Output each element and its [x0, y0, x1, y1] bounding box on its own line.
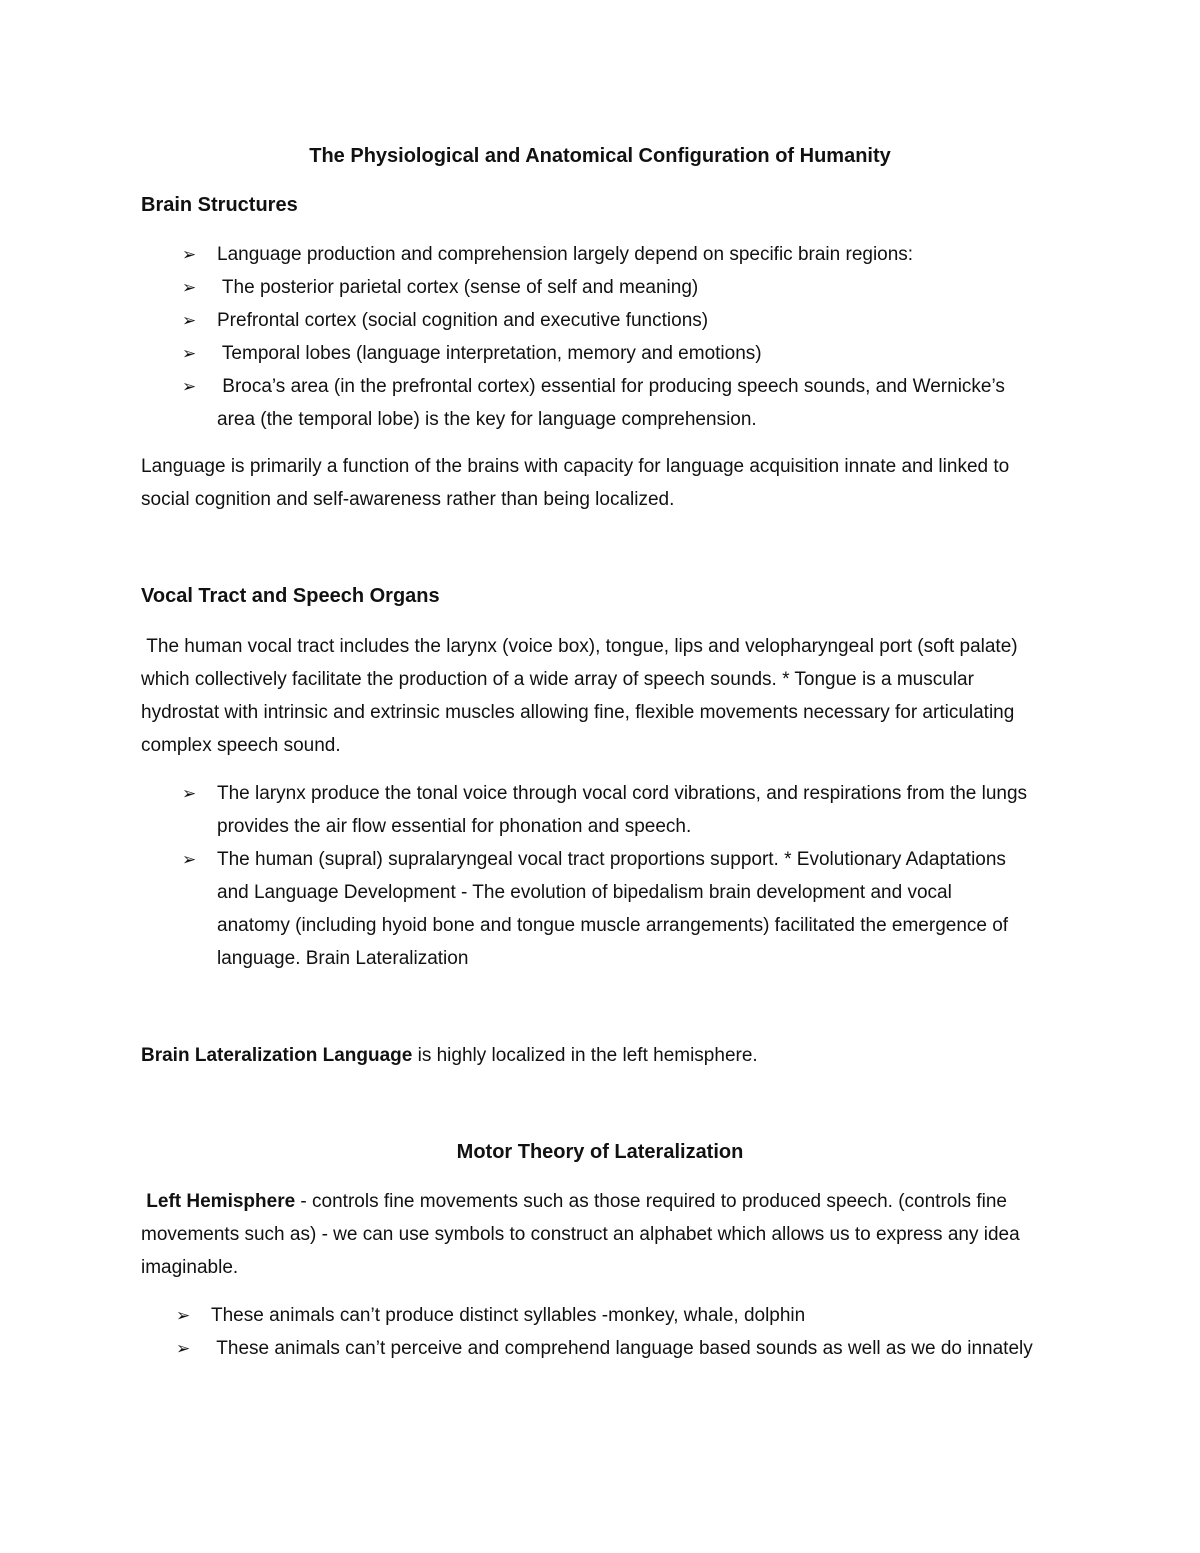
motor-theory-text: - controls fine movements such as those required to produced speech. (controls fine movements such as) - we can use symbols to construct an alphabet which allows us to express any idea imaginable.	[141, 1191, 1020, 1278]
arrow-bullet-icon: ➢	[182, 784, 197, 803]
bullet-text: The posterior parietal cortex (sense of self and meaning)	[217, 277, 699, 298]
section-heading-brain-structures: Brain Structures	[141, 194, 298, 216]
bullet-text: These animals can’t produce distinct syllables -monkey, whale, dolphin	[211, 1305, 806, 1326]
bullet-text: The larynx produce the tonal voice through vocal cord vibrations, and respirations from the lungs provides the air flow essential for phonation and speech.	[217, 783, 1028, 837]
arrow-bullet-icon: ➢	[182, 311, 197, 330]
list-item	[0, 337, 1200, 370]
section-heading-vocal-tract: Vocal Tract and Speech Organs	[141, 585, 440, 607]
arrow-bullet-icon: ➢	[182, 278, 197, 297]
bullet-text: Temporal lobes (language interpretation, memory and emotions)	[217, 343, 762, 364]
arrow-bullet-icon: ➢	[182, 377, 197, 396]
bullet-text: Prefrontal cortex (social cognition and executive functions)	[217, 310, 709, 331]
bullet-text: These animals can’t perceive and comprehend language based sounds as well as we do innately	[211, 1338, 1033, 1359]
list-item	[0, 304, 1200, 337]
brain-structures-bullet-list	[0, 238, 1200, 436]
list-item	[0, 777, 1200, 843]
document-title: The Physiological and Anatomical Configuration of Humanity	[309, 145, 891, 167]
brain-lateralization-bold-lead: Brain Lateralization Language	[141, 1045, 413, 1066]
arrow-bullet-icon: ➢	[182, 245, 197, 264]
brain-lateralization-text: is highly localized in the left hemisphere.	[412, 1045, 758, 1066]
bullet-text: Language production and comprehension largely depend on specific brain regions:	[217, 244, 914, 265]
motor-theory-bullet-list	[0, 1299, 1200, 1365]
left-hemisphere-bold-lead: Left Hemisphere	[141, 1191, 296, 1212]
list-item	[0, 271, 1200, 304]
section-heading-motor-theory: Motor Theory of Lateralization	[456, 1141, 744, 1163]
list-item	[0, 1332, 1200, 1365]
bullet-text: Broca’s area (in the prefrontal cortex) essential for producing speech sounds, and Wernicke’s area (the temporal lobe) is the key for language comprehension.	[217, 376, 1011, 430]
arrow-bullet-icon: ➢	[176, 1339, 191, 1358]
brain-lateralization-paragraph	[141, 1039, 1061, 1072]
vocal-tract-paragraph: The human vocal tract includes the larynx (voice box), tongue, lips and velopharyngeal port (soft palate) which collectively facilitate the production of a wide array of speech sounds. * Tongue is a muscular hydrostat with intrinsic and extrinsic muscles allowing fine, flexible movements necessary for articulating complex speech sound.	[141, 636, 1023, 756]
list-item	[0, 843, 1200, 975]
vocal-tract-bullet-list	[0, 777, 1200, 975]
arrow-bullet-icon: ➢	[182, 344, 197, 363]
list-item	[0, 1299, 1200, 1332]
list-item	[0, 238, 1200, 271]
motor-theory-paragraph	[141, 1185, 1051, 1284]
bullet-text: The human (supral) supralaryngeal vocal tract proportions support. * Evolutionary Adaptations and Language Development - The evolution of bipedalism brain development and vocal anatomy (including hyoid bone and tongue muscle arrangements) facilitated the emergence of language. Brain Lateralization	[217, 849, 1009, 969]
list-item	[0, 370, 1200, 436]
arrow-bullet-icon: ➢	[176, 1306, 191, 1325]
arrow-bullet-icon: ➢	[182, 850, 197, 869]
brain-structures-paragraph: Language is primarily a function of the brains with capacity for language acquisition innate and linked to social cognition and self-awareness rather than being localized.	[141, 456, 1010, 510]
